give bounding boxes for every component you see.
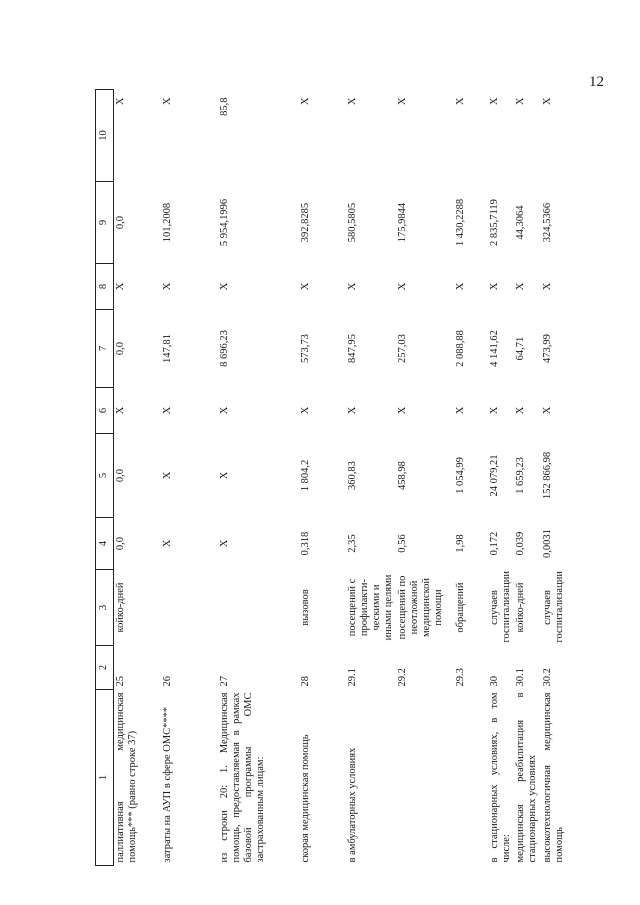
table-row	[299, 90, 346, 866]
cell-col8: Х	[115, 282, 126, 291]
table-row	[396, 90, 454, 866]
row-code: 30.1	[515, 668, 527, 687]
column-header: 7	[96, 310, 114, 388]
column-header: 5	[96, 434, 114, 518]
cell-col9: 175,9844	[397, 202, 409, 243]
table-row	[218, 90, 299, 866]
cell-col7: 473,99	[541, 334, 553, 363]
row-code: 29.3	[455, 668, 467, 687]
row-code: 27	[219, 676, 230, 687]
cell-col8: Х	[347, 282, 358, 291]
cell-col8: Х	[515, 282, 527, 291]
cell-col10: Х	[515, 97, 527, 106]
row-code: 30	[489, 676, 501, 687]
row-unit: случаев госпитализации	[489, 571, 513, 643]
cell-col5: 1 804,2	[300, 459, 311, 492]
cell-col5: 152 866,98	[541, 451, 553, 500]
column-header: 8	[96, 264, 114, 310]
cell-col10: Х	[115, 97, 126, 106]
column-header: 10	[96, 90, 114, 182]
table-row	[454, 90, 488, 866]
page-number: 12	[589, 74, 604, 90]
cell-col6: Х	[455, 406, 467, 415]
cell-col6: Х	[162, 406, 173, 415]
rotated-table-wrapper	[95, 90, 625, 866]
cell-col7: 573,73	[300, 334, 311, 363]
cell-col10: Х	[397, 97, 409, 106]
cell-col10: Х	[347, 97, 358, 106]
row-name: скорая медицинская помощь	[300, 734, 311, 863]
row-name	[454, 690, 488, 866]
cell-col6: Х	[219, 406, 230, 415]
row-unit	[218, 570, 299, 646]
row-unit: койко-дней	[115, 582, 126, 633]
cell-col10: Х	[489, 97, 501, 106]
cell-col4: Х	[219, 539, 230, 548]
row-name: высокотехнологичная медицинская помощь	[541, 692, 565, 863]
cell-col4: 0,0031	[541, 529, 553, 558]
row-name: паллиативная медицинская помощь*** (равно строке 37)	[115, 692, 139, 863]
cell-col6: Х	[489, 406, 501, 415]
cell-col7: 4 141,62	[489, 330, 501, 367]
data-table	[95, 89, 574, 866]
row-code: 30.2	[541, 668, 553, 687]
row-code: 29.1	[347, 668, 358, 687]
column-header: 1	[96, 690, 114, 866]
cell-col6: Х	[397, 406, 409, 415]
cell-col6: Х	[115, 406, 126, 415]
cell-col5: Х	[162, 471, 173, 480]
row-name: медицинская реабилитация в стационарных условиях	[515, 692, 539, 863]
row-code: 29.2	[397, 668, 409, 687]
column-header: 2	[96, 646, 114, 690]
table-row	[541, 90, 574, 866]
cell-col7: 2 088,88	[455, 330, 467, 367]
row-unit: обращений	[455, 582, 467, 633]
cell-col8: Х	[489, 282, 501, 291]
cell-col5: 458,98	[397, 461, 409, 490]
cell-col4: Х	[162, 539, 173, 548]
cell-col6: Х	[515, 406, 527, 415]
cell-col5: 1 659,23	[515, 457, 527, 494]
row-name: в стационарных условиях, в том числе:	[489, 692, 513, 863]
cell-col5: 1 054,99	[455, 457, 467, 494]
table-row	[161, 90, 218, 866]
row-unit: вызовов	[300, 589, 311, 626]
cell-col5: 24 079,21	[489, 454, 501, 497]
cell-col10: 85,8	[219, 97, 230, 116]
table-row	[114, 90, 162, 866]
cell-col9: 44,3064	[515, 205, 527, 240]
cell-col10: Х	[541, 97, 553, 106]
column-header: 4	[96, 518, 114, 570]
cell-col8: Х	[219, 282, 230, 291]
column-header: 9	[96, 182, 114, 264]
cell-col4: 0,0	[115, 536, 126, 551]
cell-col8: Х	[300, 282, 311, 291]
cell-col9: 101,2008	[162, 202, 173, 243]
cell-col5: Х	[219, 471, 230, 480]
row-code: 25	[115, 676, 126, 687]
cell-col4: 0,039	[515, 531, 527, 556]
cell-col4: 1,98	[455, 534, 467, 553]
cell-col7: 147,81	[162, 334, 173, 363]
row-name: затраты на АУП в сфере ОМС****	[162, 706, 173, 863]
row-code: 26	[162, 676, 173, 687]
row-name: из строки 20: 1. Медицинская помощь, предоставляемая в рамках базовой программы ОМС застрахованным лицам:	[219, 692, 267, 863]
cell-col8: Х	[397, 282, 409, 291]
cell-col5: 360,83	[347, 461, 358, 490]
cell-col9: 1 430,2288	[455, 198, 467, 247]
cell-col9: 580,5805	[347, 202, 358, 243]
cell-col9: 392,8285	[300, 202, 311, 243]
cell-col7: 0,0	[115, 341, 126, 356]
cell-col4: 2,35	[347, 534, 358, 553]
column-number-row	[96, 90, 114, 866]
cell-col4: 0,172	[489, 531, 501, 556]
row-code: 28	[300, 676, 311, 687]
cell-col6: Х	[300, 406, 311, 415]
column-header: 6	[96, 388, 114, 434]
cell-col7: 8 696,23	[219, 330, 230, 367]
cell-col10: Х	[162, 97, 173, 106]
table-row	[514, 90, 540, 866]
cell-col10: Х	[300, 97, 311, 106]
row-unit: случаев госпитализации	[541, 571, 565, 643]
row-unit: койко-дней	[515, 582, 527, 633]
cell-col7: 257,03	[397, 334, 409, 363]
column-header: 3	[96, 570, 114, 646]
cell-col8: Х	[162, 282, 173, 291]
cell-col8: Х	[455, 282, 467, 291]
cell-col9: 5 954,1996	[219, 198, 230, 247]
cell-col4: 0,56	[397, 534, 409, 553]
row-unit: посещений с профилакти-ческими и иными целями	[347, 574, 395, 641]
row-unit: посещений по неотложной медицинской помощи	[397, 575, 445, 640]
cell-col9: 2 835,7119	[489, 199, 501, 246]
table-row	[346, 90, 396, 866]
cell-col7: 64,71	[515, 336, 527, 361]
cell-col6: Х	[347, 406, 358, 415]
cell-col5: 0,0	[115, 468, 126, 483]
cell-col9: 324,5366	[541, 202, 553, 243]
row-unit	[161, 570, 218, 646]
cell-col7: 847,95	[347, 334, 358, 363]
row-name	[396, 690, 454, 866]
cell-col6: Х	[541, 406, 553, 415]
cell-col9: 0,0	[115, 215, 126, 230]
cell-col4: 0,318	[300, 531, 311, 556]
row-name: в амбулаторных условиях	[347, 747, 358, 863]
cell-col10: Х	[455, 97, 467, 106]
cell-col8: Х	[541, 282, 553, 291]
table-row	[488, 90, 514, 866]
